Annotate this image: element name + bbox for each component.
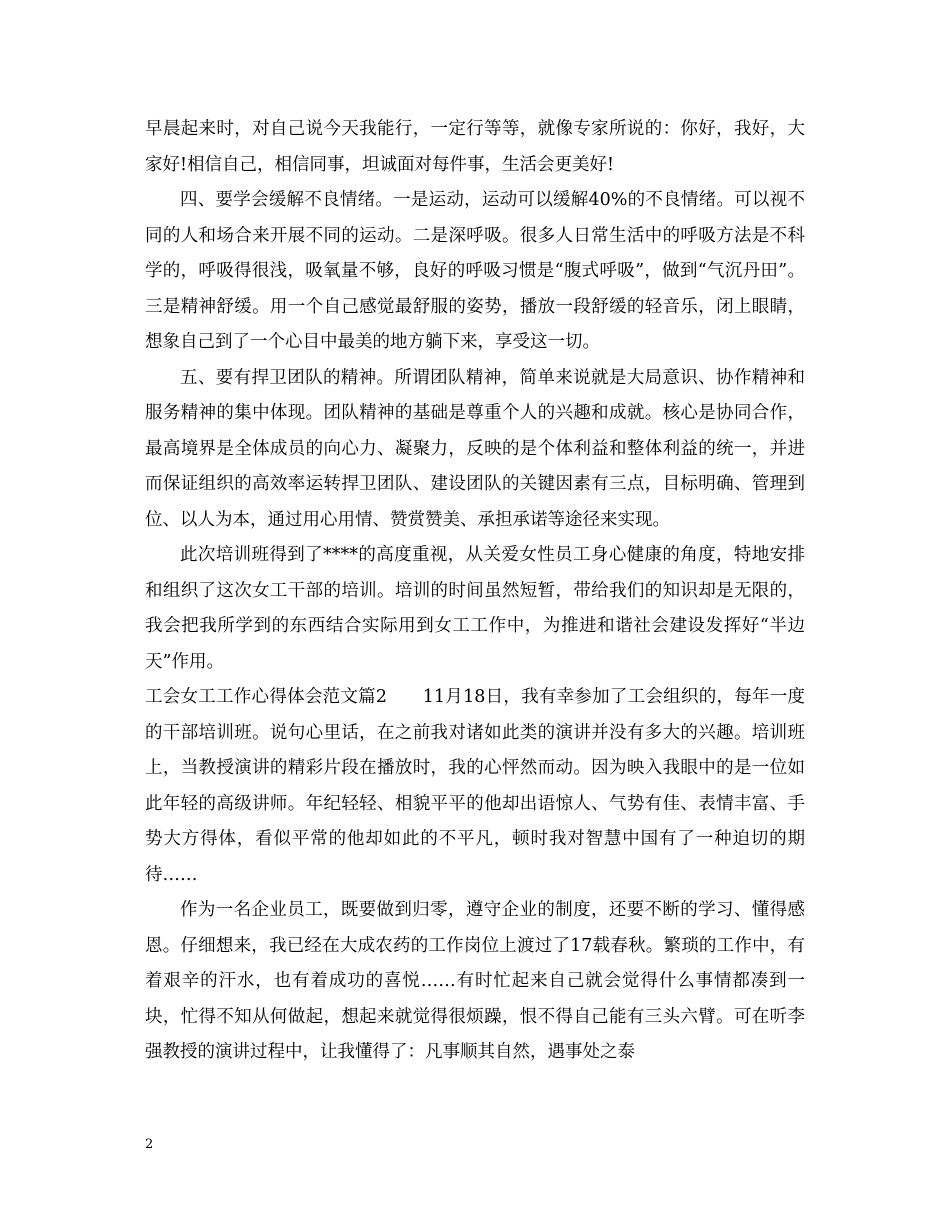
paragraph-emotion-relief: 四、要学会缓解不良情绪。一是运动，运动可以缓解40%的不良情绪。可以视不同的人和场合来开展不同的运动。二是深呼吸。很多人日常生活中的呼吸方法是不科学的，呼吸得很浅，吸氧量不够，良好的呼吸习惯是“腹式呼吸”，做到“气沉丹田”。三是精神舒缓。用一个自己感觉最舒服的姿势，播放一段舒缓的轻音乐，闭上眼睛，想象自己到了一个心目中最美的地方躺下来，享受这一切。 [145,190,805,352]
paragraph-employee-reflection: 作为一名企业员工，既要做到归零，遵守企业的制度，还要不断的学习、懂得感恩。仔细想来，我已经在大成农药的工作岗位上渡过了17载春秋。繁琐的工作中，有着艰辛的汗水，也有着成功的喜悦……有时忙起来自己就会觉得什么事情都凑到一块，忙得不知从何做起，想起来就觉得很烦躁，恨不得自己能有三头六臂。可在听李强教授的演讲过程中，让我懂得了：凡事顺其自然，遇事处之泰 [145,900,805,1062]
paragraph-training-summary: 此次培训班得到了****的高度重视，从关爱女性员工身心健康的角度，特地安排和组织了这次女工干部的培训。培训的时间虽然短暂，带给我们的知识却是无限的，我会把我所学到的东西结合实际用到女工工作中，为推进和谐社会建设发挥好“半边天”作用。 [145,545,805,672]
document-body [145,112,805,1071]
page-number: 2 [145,1137,154,1152]
paragraph-article-2-opening: 工会女工工作心得体会范文篇2 11月18日，我有幸参加了工会组织的，每年一度的干部培训班。说句心里话，在之前我对诸如此类的演讲并没有多大的兴趣。培训班上，当教授演讲的精彩片段在播放时，我的心怦然而动。因为映入我眼中的是一位如此年轻的高级讲师。年纪轻轻、相貌平平的他却出语惊人、气势有佳、表情丰富、手势大方得体，看似平常的他却如此的不平凡，顿时我对智慧中国有了一种迫切的期待…… [145,687,805,885]
paragraph-team-spirit: 五、要有捍卫团队的精神。所谓团队精神，简单来说就是大局意识、协作精神和服务精神的集中体现。团队精神的基础是尊重个人的兴趣和成就。核心是协同合作，最高境界是全体成员的向心力、凝聚力，反映的是个体利益和整体利益的统一，并进而保证组织的高效率运转捍卫团队、建设团队的关键因素有三点，目标明确、管理到位、以人为本，通过用心用情、赞赏赞美、承担承诺等途径来实现。 [145,367,805,530]
paragraph-continuation: 早晨起来时，对自己说今天我能行，一定行等等，就像专家所说的：你好，我好，大家好!相信自己，相信同事，坦诚面对每件事，生活会更美好! [145,119,805,175]
